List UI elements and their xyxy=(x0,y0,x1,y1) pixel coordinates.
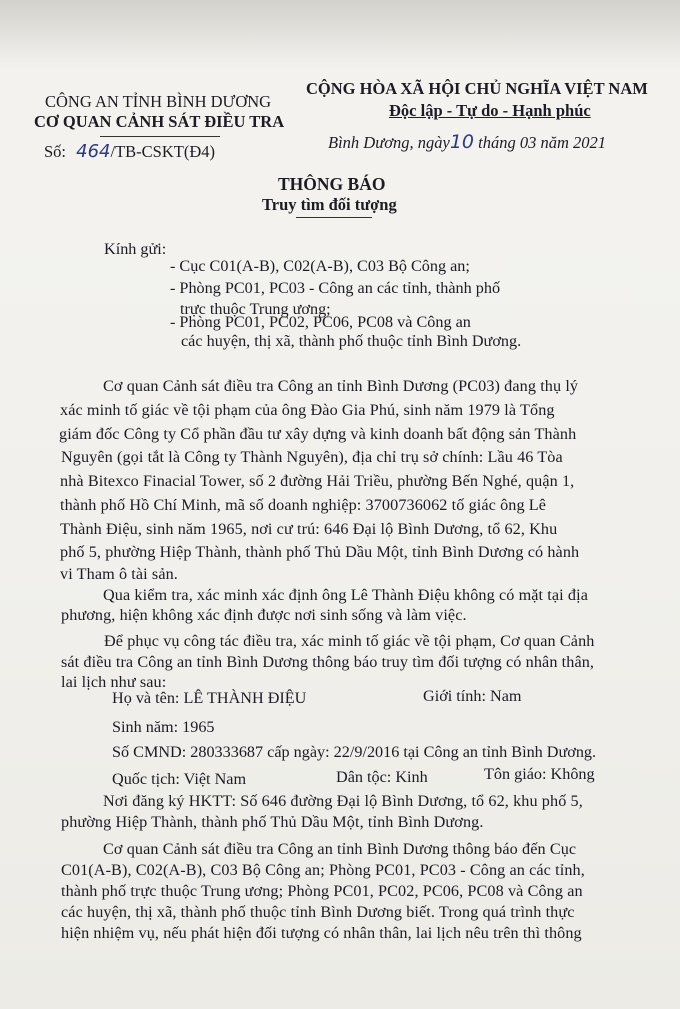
recipient-line: trực thuộc Trung ương; xyxy=(180,300,331,318)
paragraph-line: Để phục vụ công tác điều tra, xác minh tố giác về tội phạm, Cơ quan Cảnh xyxy=(104,632,595,650)
person-residence-line: Nơi đăng ký HKTT: Số 646 đường Đại lộ Bình Dương, tổ 62, khu phố 5, xyxy=(103,792,583,810)
recipient-line: - Phòng PC01, PC03 - Công an các tỉnh, thành phố xyxy=(170,279,501,297)
paragraph-line: xác minh tố giác về tội phạm của ông Đào Gia Phú, sinh năm 1979 là Tổng xyxy=(60,401,555,419)
doc-number-handwritten: 464 xyxy=(76,141,111,162)
person-ethnicity: Dân tộc: Kinh xyxy=(336,768,428,786)
document-title: THÔNG BÁO xyxy=(278,174,386,194)
paragraph-line: phương, hiện không xác định được nơi sinh sống và làm việc. xyxy=(61,606,467,624)
recipient-line: các huyện, thị xã, thành phố thuộc tỉnh Bình Dương. xyxy=(181,332,522,350)
title-underline xyxy=(296,217,372,218)
paragraph-line: Cơ quan Cảnh sát điều tra Công an tỉnh Bình Dương thông báo đến Cục xyxy=(103,840,577,858)
person-religion: Tôn giáo: Không xyxy=(484,765,595,783)
org-name: CÔNG AN TỈNH BÌNH DƯƠNG xyxy=(45,92,272,111)
page-shadow xyxy=(0,0,680,70)
person-id-number: Số CMND: 280333687 cấp ngày: 22/9/2016 tại Công an tỉnh Bình Dương. xyxy=(112,743,597,761)
person-gender: Giới tính: Nam xyxy=(423,687,522,705)
paragraph-line: sát điều tra Công an tỉnh Bình Dương thông báo truy tìm đối tượng có nhân thân, xyxy=(61,653,595,671)
document-date xyxy=(328,131,606,153)
paragraph-line: giám đốc Công ty Cổ phần đầu tư xây dựng và kinh doanh bất động sản Thành xyxy=(59,425,577,443)
org-department: CƠ QUAN CẢNH SÁT ĐIỀU TRA xyxy=(34,112,285,131)
paragraph-line: Nguyên (gọi tắt là Công ty Thành Nguyên), địa chỉ trụ sở chính: Lầu 46 Tòa xyxy=(61,448,563,466)
paragraph-line: phố 5, phường Hiệp Thành, thành phố Thủ Dầu Một, tỉnh Bình Dương có hành xyxy=(60,543,580,561)
paragraph-line: thành phố trực thuộc Trung ương; Phòng PC01, PC02, PC06, PC08 và Công an xyxy=(61,882,583,900)
person-residence-line: phường Hiệp Thành, thành phố Thủ Dầu Một, tỉnh Bình Dương. xyxy=(61,813,484,831)
recipient-line: - Phòng PC01, PC02, PC06, PC08 và Công an xyxy=(170,313,471,331)
paragraph-line: Qua kiểm tra, xác minh xác định ông Lê Thành Điệu không có mặt tại địa xyxy=(103,586,588,604)
paragraph-line: Thành Điệu, sinh năm 1965, nơi cư trú: 646 Đại lộ Bình Dương, tổ 62, Khu xyxy=(60,520,558,538)
date-day-handwritten: 10 xyxy=(449,131,475,153)
date-prefix: Bình Dương, ngày xyxy=(328,133,450,152)
doc-number-prefix: Số: xyxy=(44,142,67,161)
document-subtitle: Truy tìm đối tượng xyxy=(262,195,397,214)
person-name: Họ và tên: LÊ THÀNH ĐIỆU xyxy=(112,689,307,707)
doc-number xyxy=(44,141,215,162)
paragraph-line: hiện nhiệm vụ, nếu phát hiện đối tượng có nhân thân, lai lịch nêu trên thì thông xyxy=(61,924,582,942)
doc-number-suffix: /TB-CSKT(Đ4) xyxy=(110,142,215,161)
paragraph-line: nhà Bitexco Finacial Tower, số 2 đường Hải Triều, phường Bến Nghé, quận 1, xyxy=(60,472,575,490)
paragraph-line: thành phố Hồ Chí Minh, mã số doanh nghiệp: 3700736062 tố giác ông Lê xyxy=(60,496,547,514)
paragraph-line: vi Tham ô tài sản. xyxy=(60,565,178,583)
paragraph-line: các huyện, thị xã, thành phố thuộc tỉnh Bình Dương biết. Trong quá trình thực xyxy=(61,903,575,921)
person-nationality: Quốc tịch: Việt Nam xyxy=(112,770,247,788)
org-underline xyxy=(100,136,220,137)
paragraph-line: C01(A-B), C02(A-B), C03 Bộ Công an; Phòng PC01, PC03 - Công an các tỉnh, xyxy=(61,861,585,879)
person-birth-year: Sinh năm: 1965 xyxy=(112,718,215,736)
paragraph-line: lai lịch như sau: xyxy=(61,673,167,691)
recipients-label: Kính gửi: xyxy=(104,240,167,258)
country-motto: Độc lập - Tự do - Hạnh phúc xyxy=(389,101,591,120)
paragraph-line: Cơ quan Cảnh sát điều tra Công an tỉnh Bình Dương (PC03) đang thụ lý xyxy=(103,377,579,395)
date-suffix: tháng 03 năm 2021 xyxy=(478,133,607,152)
recipient-line: - Cục C01(A-B), C02(A-B), C03 Bộ Công an; xyxy=(170,257,470,275)
country-name: CỘNG HÒA XÃ HỘI CHỦ NGHĨA VIỆT NAM xyxy=(306,79,648,98)
